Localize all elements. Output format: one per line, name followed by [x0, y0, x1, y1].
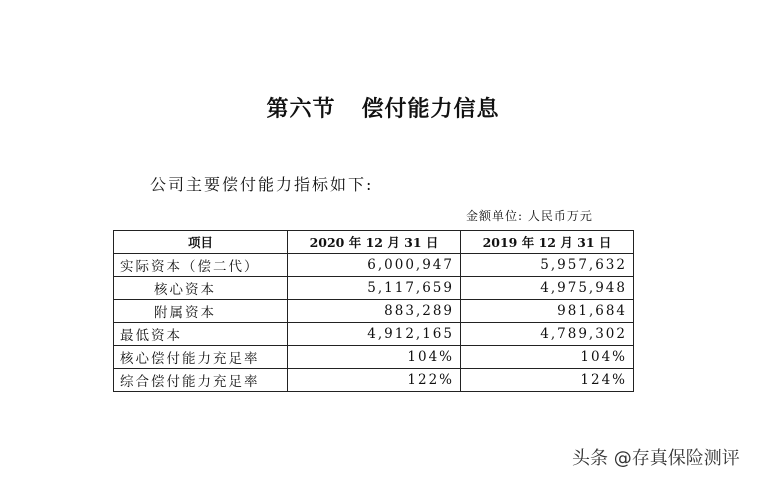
- value-2020: 883,289: [288, 300, 461, 323]
- value-2019: 4,975,948: [461, 277, 634, 300]
- intro-text: 公司主要偿付能力指标如下:: [150, 175, 374, 194]
- row-label: 最低资本: [114, 323, 288, 346]
- header-2020: 2020 年 12 月 31 日: [288, 231, 461, 254]
- value-2019: 4,789,302: [461, 323, 634, 346]
- row-label: 实际资本（偿二代）: [114, 254, 288, 277]
- watermark: 头条 @存真保险测评: [572, 448, 740, 469]
- solvency-table: [113, 230, 634, 392]
- value-2020: 104%: [288, 346, 461, 369]
- value-2020: 122%: [288, 369, 461, 392]
- value-2020: 4,912,165: [288, 323, 461, 346]
- row-label: 核心偿付能力充足率: [114, 346, 288, 369]
- unit-note: 金额单位: 人民币万元: [466, 209, 593, 223]
- table-row: [114, 277, 634, 300]
- table-row: [114, 323, 634, 346]
- table-header-row: [114, 231, 634, 254]
- table-row: [114, 346, 634, 369]
- table-row: [114, 254, 634, 277]
- row-label: 附属资本: [114, 300, 288, 323]
- section-title: 第六节 偿付能力信息: [266, 96, 500, 122]
- table-row: [114, 300, 634, 323]
- value-2019: 124%: [461, 369, 634, 392]
- header-2019: 2019 年 12 月 31 日: [461, 231, 634, 254]
- row-label: 综合偿付能力充足率: [114, 369, 288, 392]
- header-item: 项目: [114, 231, 288, 254]
- value-2020: 6,000,947: [288, 254, 461, 277]
- value-2019: 104%: [461, 346, 634, 369]
- value-2020: 5,117,659: [288, 277, 461, 300]
- value-2019: 981,684: [461, 300, 634, 323]
- row-label: 核心资本: [114, 277, 288, 300]
- table-row: [114, 369, 634, 392]
- value-2019: 5,957,632: [461, 254, 634, 277]
